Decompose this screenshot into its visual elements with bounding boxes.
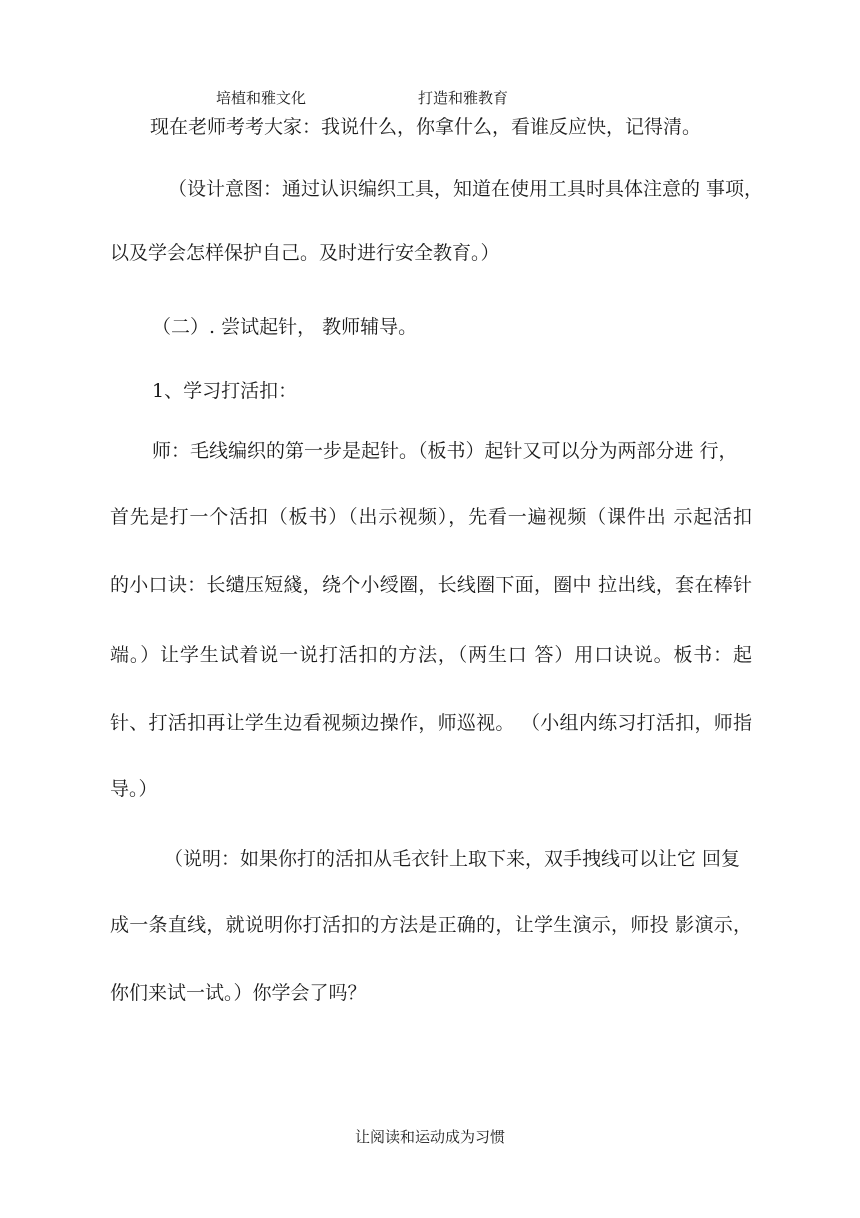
- paragraph-line: 针、打活扣再让学生边看视频边操作，师巡视。 （小组内练习打活扣，师指: [110, 712, 752, 734]
- paragraph-line: 以及学会怎样保护自己。及时进行安全教育。）: [110, 242, 500, 264]
- section-heading: （二）. 尝试起针， 教师辅导。: [152, 316, 418, 338]
- paragraph-line: （设计意图：通过认识编织工具，知道在使用工具时具体注意的 事项，: [168, 178, 764, 200]
- paragraph-line: 成一条直线，就说明你打活扣的方法是正确的，让学生演示，师投 影演示，: [110, 914, 752, 936]
- subsection-heading: 1、学习打活扣：: [152, 380, 298, 402]
- footer-text: 让阅读和运动成为习惯: [354, 1128, 505, 1146]
- paragraph-line: （说明：如果你打的活扣从毛衣针上取下来，双手拽线可以让它 回复: [164, 848, 741, 870]
- paragraph-line: 现在老师考考大家：我说什么，你拿什么，看谁反应快，记得清。: [150, 116, 702, 138]
- paragraph-line: 首先是打一个活扣（板书）（出示视频），先看一遍视频（课件出 示起活扣: [110, 506, 752, 528]
- paragraph-line: 导。）: [110, 778, 158, 800]
- paragraph-line: 师：毛线编织的第一步是起针。（板书）起针又可以分为两部分进 行，: [152, 440, 738, 462]
- paragraph-line: 端。）让学生试着说一说打活扣的方法，（两生口 答）用口诀说。板书：起: [110, 644, 752, 666]
- paragraph-line: 的小口诀：长缱压短綫，绕个小绶圈，长线圈下面，圈中 拉出线，套在棒针: [110, 574, 752, 596]
- header-right-text: 打造和雅教育: [418, 89, 509, 107]
- paragraph-line: 你们来试一试。）你学会了吗？: [110, 982, 367, 1004]
- header-left-text: 培植和雅文化: [216, 89, 307, 107]
